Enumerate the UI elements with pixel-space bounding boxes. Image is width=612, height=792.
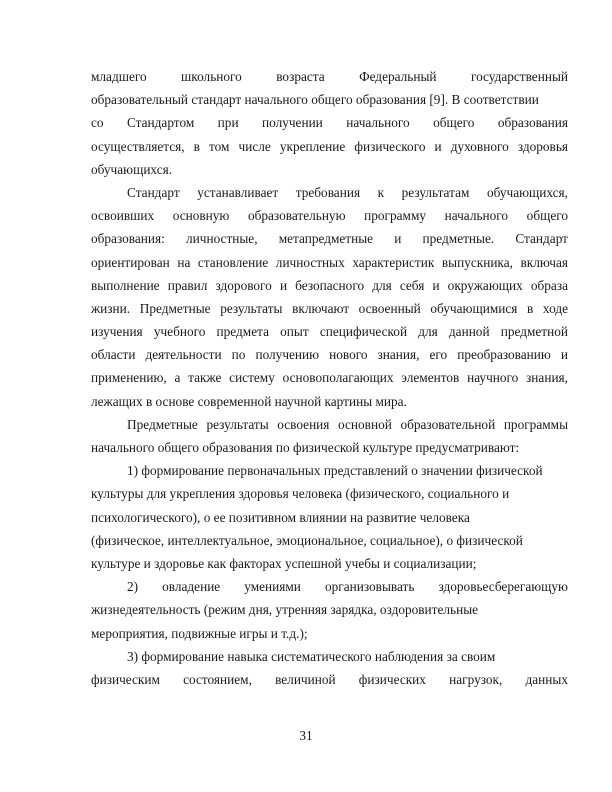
list-item-3 [91, 645, 568, 691]
text-line: (физическое, интеллектуальное, эмоциональное, социальное), о физической [91, 532, 523, 548]
text-line: области деятельности по получению нового знания, его преобразованию и [91, 347, 568, 363]
text-line: выполнение правил здорового и безопасного для себя и окружающих образа [91, 277, 568, 293]
list-item-1 [91, 459, 568, 575]
text-line: 1) формирование первоначальных представлений о значении физической [127, 463, 543, 479]
text-line: лежащих в основе современной научной картины мира. [91, 393, 407, 409]
paragraph-subject-results [91, 413, 568, 459]
text-line: Стандарт устанавливает требования к результатам обучающихся, [127, 184, 568, 200]
text-line: обучающихся. [91, 161, 173, 177]
text-line: психологического), о ее позитивном влиянии на развитие человека [91, 509, 470, 525]
page-number: 31 [299, 728, 313, 743]
text-line: 2) овладение умениями организовывать здоровьесберегающую [127, 579, 568, 595]
text-line: жизнедеятельность (режим дня, утренняя зарядка, оздоровительные [91, 602, 479, 618]
text-line: образовательный стандарт начального общего образования [9]. В соответствии [91, 92, 539, 108]
text-line: культуре и здоровье как факторах успешной учебы и социализации; [91, 555, 477, 571]
text-line: мероприятия, подвижные игры и т.д.); [91, 625, 308, 641]
text-line: 3) формирование навыка систематического наблюдения за своим [127, 648, 496, 664]
text-line: культуры для укрепления здоровья человека (физического, социального и [91, 486, 510, 502]
text-line: физическим состоянием, величиной физических нагрузок, данных [91, 671, 568, 687]
text-line: жизни. Предметные результаты включают освоенный обучающимися в ходе [91, 300, 568, 316]
text-line: начального общего образования по физической культуре предусматривают: [91, 440, 520, 455]
paragraph-standard-requirements [91, 181, 568, 413]
text-line: изучения учебного предмета опыт специфической для данной предметной [91, 324, 568, 340]
text-line: ориентирован на становление личностных характеристик выпускника, включая [91, 254, 568, 270]
text-line: применению, а также систему основополагающих элементов научного знания, [91, 370, 568, 386]
document-page [91, 65, 568, 691]
list-item-2 [91, 575, 568, 645]
text-line: Предметные результаты освоения основной образовательной программы [127, 416, 568, 432]
text-line: младшего школьного возраста Федеральный государственный [91, 69, 568, 84]
paragraph-fgos-intro [91, 65, 568, 181]
text-line: освоивших основную образовательную программу начального общего [91, 208, 568, 224]
text-line: со Стандартом при получении начального общего образования [91, 115, 568, 131]
text-line: осуществляется, в том числе укрепление физического и духовного здоровья [91, 138, 568, 154]
text-line: образования: личностные, метапредметные и предметные. Стандарт [91, 231, 568, 247]
